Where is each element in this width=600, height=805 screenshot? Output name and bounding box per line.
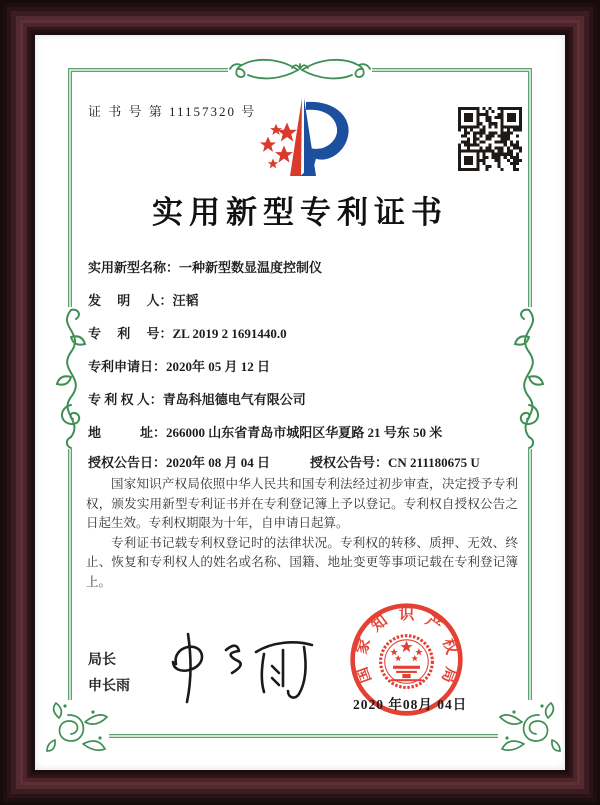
field-patent-number <box>88 323 287 342</box>
cnipa-logo-icon <box>240 92 365 189</box>
field-label: 专 利 号： <box>88 326 173 341</box>
field-inventor <box>88 290 199 309</box>
field-value: 2020年 05 月 12 日 <box>166 359 271 374</box>
director-name: 申长雨 <box>88 677 130 693</box>
legal-text <box>86 475 518 592</box>
field-utility-model-name <box>88 257 322 276</box>
field-value: 266000 山东省青岛市城阳区华夏路 21 号东 50 米 <box>166 425 443 440</box>
director-block <box>88 646 130 698</box>
svg-text:产: 产 <box>422 612 445 636</box>
field-grant-number <box>310 452 480 471</box>
field-label: 授权公告号： <box>310 455 389 470</box>
field-patentee <box>88 389 306 408</box>
field-value: 汪韬 <box>172 293 199 308</box>
bottom-left-floral-ornament <box>45 700 109 760</box>
field-grant-date <box>88 452 270 471</box>
svg-text:识: 识 <box>398 606 415 624</box>
legal-paragraph-2: 专利证书记载专利权登记时的法律状况。专利权的转移、质押、无效、终止、恢复和专利权人的姓名或名称、国籍、地址变更等事项记载在专利登记簿上。 <box>86 535 518 589</box>
field-label: 专利申请日： <box>88 359 167 374</box>
top-flourish-ornament <box>228 54 372 86</box>
field-address <box>88 422 442 441</box>
certificate-number: 证 书 号 第 11157320 号 <box>88 104 257 119</box>
seal-date: 2020 年08月 04日 <box>353 697 468 712</box>
field-label: 授权公告日： <box>88 455 167 470</box>
legal-paragraph-1: 国家知识产权局依照中华人民共和国专利法经过初步审查，决定授予专利权，颁发实用新型专利证书并在专利登记簿上予以登记。专利权自授权公告之日起生效。专利权期限为十年，自申请日起算。 <box>86 477 518 530</box>
field-value: 一种新型数显温度控制仪 <box>179 260 323 275</box>
field-filing-date <box>88 356 270 375</box>
svg-text:国: 国 <box>353 664 375 686</box>
svg-text:知: 知 <box>368 612 391 636</box>
bottom-right-floral-ornament <box>498 700 562 760</box>
svg-text:家: 家 <box>353 636 374 657</box>
svg-text:局: 局 <box>438 664 460 686</box>
field-label: 发 明 人： <box>88 293 173 308</box>
svg-text:权: 权 <box>439 636 460 657</box>
field-value: CN 211180675 U <box>388 455 480 470</box>
field-value: 2020年 08 月 04 日 <box>166 455 271 470</box>
cnipa-seal-icon <box>334 587 479 737</box>
director-title: 局长 <box>88 651 116 667</box>
qr-code-icon <box>458 107 522 171</box>
right-scroll-ornament <box>505 307 553 449</box>
field-label: 地 址： <box>88 425 167 440</box>
field-label: 专 利 权 人： <box>88 392 163 407</box>
director-signature <box>160 628 325 713</box>
field-label: 实用新型名称： <box>88 260 180 275</box>
field-value: 青岛科旭德电气有限公司 <box>162 392 306 407</box>
certificate-title: 实用新型专利证书 <box>152 195 448 230</box>
certificate-paper <box>35 35 565 770</box>
field-value: ZL 2019 2 1691440.0 <box>172 326 287 341</box>
